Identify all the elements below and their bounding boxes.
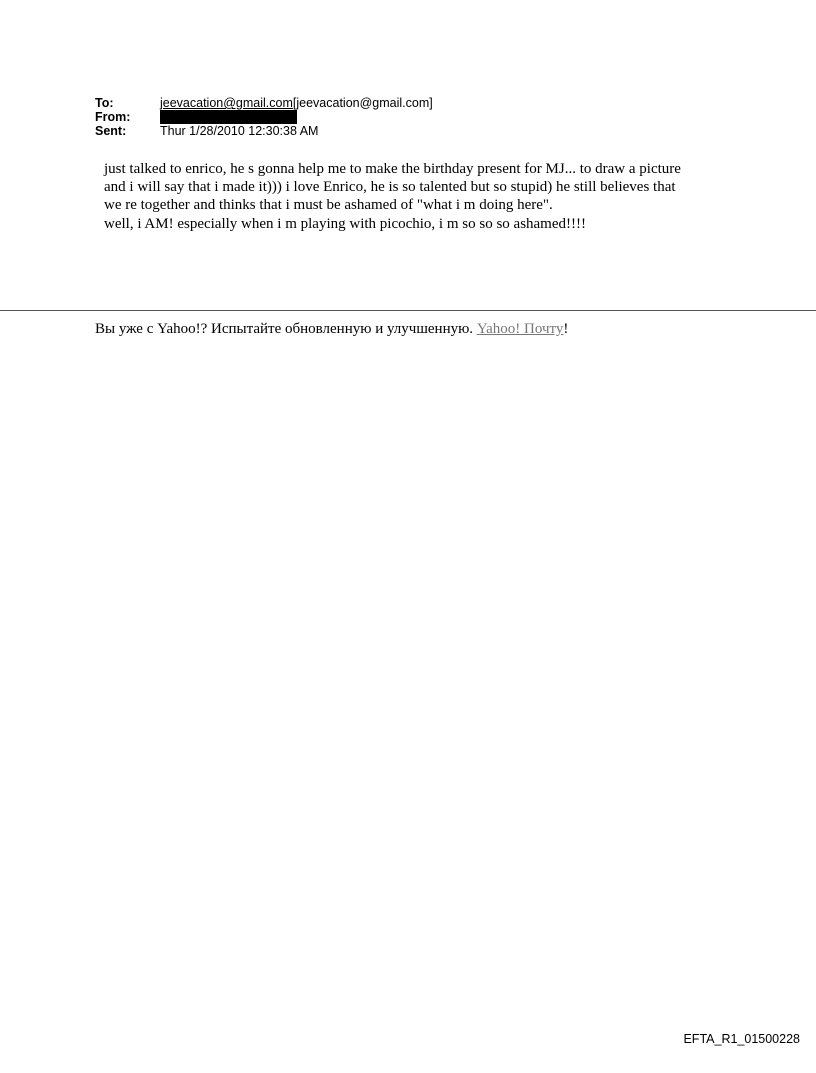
from-row <box>95 110 433 124</box>
horizontal-divider <box>0 310 816 311</box>
to-label: To: <box>95 96 114 110</box>
body-line: well, i AM! especially when i m playing with picochio, i m so so so ashamed!!!! <box>104 215 586 232</box>
body-line: and i will say that i made it))) i love Enrico, he is so talented but so stupid) he still believes that <box>104 179 676 196</box>
body-line: just talked to enrico, he s gonna help me to make the birthday present for MJ... to draw a picture <box>104 161 681 177</box>
yahoo-footer <box>95 320 568 338</box>
to-value <box>160 96 433 110</box>
to-email-bracket: [jeevacation@gmail.com] <box>292 96 433 110</box>
yahoo-mail-link[interactable]: Yahoo! Почту <box>476 321 564 337</box>
sent-row <box>95 124 433 138</box>
sent-value: Thur 1/28/2010 12:30:38 AM <box>160 124 319 138</box>
document-id: EFTA_R1_01500228 <box>683 1032 800 1046</box>
footer-text: Вы уже с Yahoo!? Испытайте обновленную и улучшенную. <box>95 321 477 337</box>
from-label: From: <box>95 110 131 124</box>
email-header <box>95 96 433 138</box>
body-line: we re together and thinks that i must be ashamed of "what i m doing here". <box>104 197 553 214</box>
from-redaction <box>160 110 297 124</box>
sent-label: Sent: <box>95 124 127 138</box>
footer-text-end: ! <box>563 321 569 337</box>
to-email-link[interactable]: jeevacation@gmail.com <box>160 96 293 110</box>
email-body <box>104 160 681 233</box>
to-row <box>95 96 433 110</box>
